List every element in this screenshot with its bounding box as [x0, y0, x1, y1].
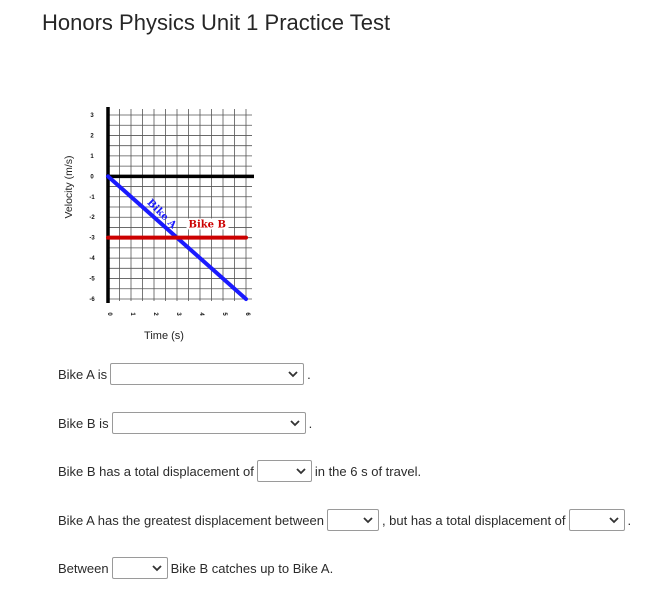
- bike-a-interval-dropdown[interactable]: [327, 509, 379, 531]
- question-label: Bike A is: [58, 366, 108, 382]
- series-label-bike-a: Bike A: [144, 197, 179, 232]
- chevron-down-icon: [287, 368, 299, 380]
- question-bike-b-displacement: [58, 460, 421, 482]
- chevron-down-icon: [289, 417, 301, 429]
- catch-up-dropdown[interactable]: [112, 557, 168, 579]
- question-suffix: .: [627, 512, 632, 528]
- bike-a-total-displacement-dropdown[interactable]: [569, 509, 625, 531]
- page-title: Honors Physics Unit 1 Practice Test: [42, 10, 391, 35]
- question-middle: , but has a total displacement of: [381, 512, 566, 528]
- chevron-down-icon: [362, 514, 374, 526]
- y-axis-label: Velocity (m/s): [63, 155, 75, 219]
- question-suffix: .: [308, 415, 313, 431]
- y-tick-label: 1: [90, 153, 94, 160]
- y-tick-label: 0: [90, 174, 94, 181]
- question-bike-a-displacement: [58, 509, 631, 531]
- x-tick-label: 5: [221, 312, 227, 316]
- question-label: Bike A has the greatest displacement between: [58, 512, 324, 528]
- chevron-down-icon: [608, 514, 620, 526]
- x-tick-label: 6: [244, 312, 250, 316]
- y-tick-label: -4: [89, 256, 95, 263]
- question-suffix: Bike B catches up to Bike A.: [170, 560, 334, 576]
- chevron-down-icon: [151, 562, 163, 574]
- chart-grid: [108, 109, 252, 301]
- x-tick-label: 0: [106, 312, 112, 316]
- y-tick-label: 3: [90, 113, 94, 119]
- question-label: Bike B is: [58, 415, 109, 431]
- question-label: Bike B has a total displacement of: [58, 463, 254, 479]
- bike-a-dropdown[interactable]: [110, 363, 304, 385]
- x-tick-label: 1: [129, 312, 135, 316]
- y-tick-label: -1: [89, 194, 95, 201]
- y-tick-label: -2: [89, 215, 95, 222]
- velocity-time-graph: [55, 100, 275, 350]
- question-suffix: in the 6 s of travel.: [314, 463, 422, 479]
- x-tick-label: 3: [175, 312, 181, 316]
- bike-b-displacement-dropdown[interactable]: [257, 460, 312, 482]
- question-bike-a: [58, 363, 311, 385]
- chart-axes: [106, 107, 254, 303]
- series-label-bike-b: Bike B: [188, 219, 226, 231]
- x-tick-label: 4: [198, 312, 204, 316]
- y-tick-label: -6: [89, 297, 95, 303]
- y-tick-label: -5: [89, 276, 95, 283]
- bike-b-dropdown[interactable]: [112, 412, 306, 434]
- x-tick-label: 2: [152, 312, 158, 316]
- question-catch-up: [58, 557, 333, 579]
- x-axis-label: Time (s): [144, 330, 184, 342]
- chevron-down-icon: [295, 465, 307, 477]
- question-suffix: .: [307, 366, 311, 382]
- y-tick-label: -3: [89, 235, 95, 242]
- question-bike-b: [58, 412, 312, 434]
- y-tick-label: 2: [90, 133, 94, 140]
- question-label: Between: [58, 560, 109, 576]
